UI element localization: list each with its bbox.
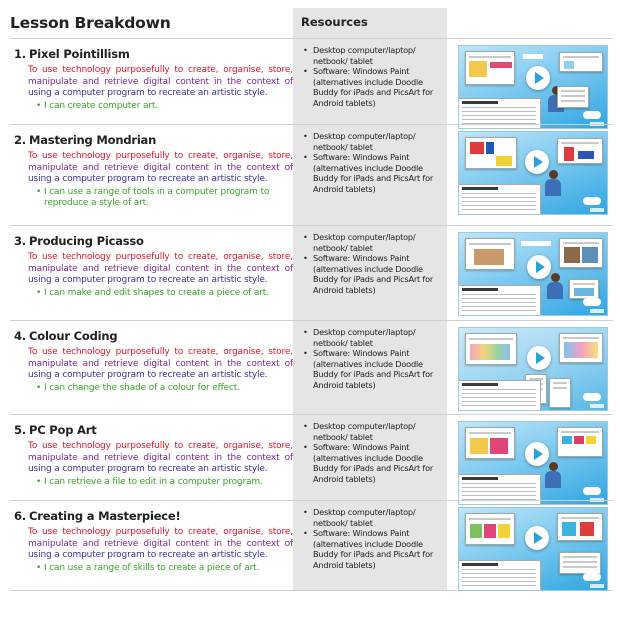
lesson-title: [14, 234, 293, 248]
objective-line-2: manipulate and retrieve digital content in the context of: [28, 162, 293, 173]
lesson-preview-cell: [447, 39, 613, 124]
brand-logo-icon: [583, 298, 601, 306]
slide-preview-image: [569, 279, 599, 299]
objective-line-1: To use technology purposefully to create, organise, store,: [28, 441, 293, 451]
objective-line-2: manipulate and retrieve digital content in the context of: [28, 538, 293, 549]
slide-preview-image: [557, 138, 603, 164]
lesson-plan-preview: [459, 380, 541, 410]
bullet-icon: •: [303, 232, 308, 242]
resources-heading: Resources: [293, 8, 447, 38]
resources-cell: [293, 321, 447, 414]
slide-preview-image: [465, 427, 515, 459]
bullet-icon: •: [36, 562, 42, 573]
resource-item: [303, 442, 443, 484]
bullet-icon: •: [303, 327, 308, 337]
lesson-preview-thumbnail[interactable]: [458, 327, 608, 411]
lesson-title-text: Colour Coding: [29, 329, 118, 343]
lesson-title-text: Creating a Masterpiece!: [29, 509, 181, 523]
brand-logo-icon: [583, 393, 601, 401]
bullet-icon: •: [36, 287, 42, 298]
resources-cell: [293, 125, 447, 225]
slide-preview-image: [559, 333, 603, 363]
bullet-icon: •: [303, 528, 308, 539]
resource-item: [303, 507, 443, 528]
lesson-preview-thumbnail[interactable]: [458, 131, 608, 215]
lesson-row: [10, 124, 613, 225]
lesson-preview-cell: [447, 415, 613, 500]
objective-line-3: using a computer program to recreate an artistic style.: [28, 550, 268, 560]
lesson-cell: [10, 501, 293, 590]
slide-preview-image: [559, 552, 601, 574]
slide-preview-image: [559, 238, 603, 268]
lesson-preview-thumbnail[interactable]: [458, 421, 608, 505]
resource-item: [303, 152, 443, 194]
slide-preview-image: [557, 427, 603, 457]
resource-text: Desktop computer/laptop/ netbook/ tablet: [313, 45, 416, 66]
play-icon[interactable]: [527, 346, 551, 370]
slide-preview-image: [465, 238, 515, 270]
lesson-title: [14, 329, 293, 343]
resource-text: Software: Windows Paint (alternatives include Doodle Buddy for iPads and PicsArt for Android tablets): [313, 66, 434, 108]
lesson-title-text: PC Pop Art: [29, 423, 97, 437]
lesson-preview-thumbnail[interactable]: [458, 45, 608, 129]
resource-text: Software: Windows Paint (alternatives include Doodle Buddy for iPads and PicsArt for Android tablets): [313, 528, 434, 570]
slide-preview-image: [465, 333, 517, 365]
resource-item: [303, 131, 443, 152]
lesson-preview-cell: [447, 501, 613, 590]
resources-cell: [293, 501, 447, 590]
slide-preview-image: [465, 137, 517, 169]
lesson-title: [14, 133, 293, 147]
resource-item: [303, 66, 443, 108]
resource-text: Desktop computer/laptop/ netbook/ tablet: [313, 507, 416, 528]
objective-line-1: To use technology purposefully to create, organise, store,: [28, 252, 293, 262]
bullet-icon: •: [36, 476, 42, 487]
lesson-title: [14, 47, 293, 61]
bullet-icon: •: [303, 421, 308, 431]
resource-item: [303, 232, 443, 253]
lesson-title-text: Producing Picasso: [29, 234, 144, 248]
bullet-icon: •: [36, 382, 42, 393]
slide-preview-image: [465, 51, 515, 85]
resource-item: [303, 421, 443, 442]
lesson-cell: [10, 226, 293, 320]
bullet-icon: •: [303, 442, 308, 453]
lesson-number: 3.: [14, 234, 26, 248]
lesson-row: [10, 38, 613, 124]
resource-item: [303, 253, 443, 295]
brand-logo-icon: [583, 111, 601, 119]
lesson-row: [10, 414, 613, 500]
resource-text: Software: Windows Paint (alternatives include Doodle Buddy for iPads and PicsArt for Android tablets): [313, 442, 434, 484]
character-image: [543, 462, 563, 488]
resource-item: [303, 528, 443, 570]
lesson-objective: [28, 527, 293, 562]
lesson-objective: [28, 65, 293, 100]
lesson-row: [10, 225, 613, 320]
resources-cell: [293, 39, 447, 124]
brand-logo-icon: [583, 197, 601, 205]
lesson-plan-preview: [459, 285, 541, 315]
bullet-icon: •: [303, 348, 308, 359]
resources-cell: [293, 415, 447, 500]
objective-line-2: manipulate and retrieve digital content in the context of: [28, 263, 293, 274]
objective-line-3: using a computer program to recreate an artistic style.: [28, 275, 268, 285]
objective-line-3: using a computer program to recreate an artistic style.: [28, 464, 268, 474]
objective-line-2: manipulate and retrieve digital content in the context of: [28, 358, 293, 369]
success-criterion: [36, 476, 293, 489]
objective-line-2: manipulate and retrieve digital content in the context of: [28, 452, 293, 463]
resource-text: Desktop computer/laptop/ netbook/ tablet: [313, 131, 416, 152]
lesson-preview-cell: [447, 125, 613, 225]
lesson-preview-thumbnail[interactable]: [458, 232, 608, 316]
lesson-cell: [10, 321, 293, 414]
success-criterion-text: I can create computer art.: [44, 100, 158, 111]
bullet-icon: •: [36, 186, 42, 197]
objective-line-1: To use technology purposefully to create, organise, store,: [28, 65, 293, 75]
character-image: [545, 273, 565, 299]
resource-item: [303, 327, 443, 348]
play-icon[interactable]: [525, 526, 549, 550]
lesson-cell: [10, 39, 293, 124]
lesson-number: 4.: [14, 329, 26, 343]
success-criterion: [36, 186, 293, 210]
lesson-number: 5.: [14, 423, 26, 437]
success-criterion: [36, 562, 293, 575]
lesson-preview-cell: [447, 321, 613, 414]
bullet-icon: •: [303, 66, 308, 77]
success-criterion-text: I can change the shade of a colour for effect.: [44, 382, 240, 393]
success-criterion-text: I can make and edit shapes to create a piece of art.: [44, 287, 269, 298]
resource-text: Desktop computer/laptop/ netbook/ tablet: [313, 232, 416, 253]
lesson-cell: [10, 415, 293, 500]
worksheet-preview-image: [549, 378, 571, 408]
objective-line-2: manipulate and retrieve digital content in the context of: [28, 76, 293, 87]
lesson-objective: [28, 151, 293, 186]
success-criterion: [36, 100, 293, 113]
success-criterion-text: I can retrieve a file to edit in a computer program.: [44, 476, 263, 487]
resources-cell: [293, 226, 447, 320]
resource-text: Software: Windows Paint (alternatives include Doodle Buddy for iPads and PicsArt for Android tablets): [313, 152, 434, 194]
lesson-title-text: Pixel Pointillism: [29, 47, 130, 61]
resource-item: [303, 45, 443, 66]
brand-logo-icon: [583, 487, 601, 495]
lesson-objective: [28, 347, 293, 382]
resource-text: Software: Windows Paint (alternatives include Doodle Buddy for iPads and PicsArt for Android tablets): [313, 348, 434, 390]
objective-line-1: To use technology purposefully to create, organise, store,: [28, 347, 293, 357]
preview-column-header: [447, 8, 613, 38]
bullet-icon: •: [303, 45, 308, 55]
resource-item: [303, 348, 443, 390]
resource-text: Software: Windows Paint (alternatives include Doodle Buddy for iPads and PicsArt for Android tablets): [313, 253, 434, 295]
success-criterion: [36, 382, 293, 395]
slide-preview-image: [559, 52, 603, 72]
lesson-plan-preview: [459, 560, 541, 590]
objective-line-3: using a computer program to recreate an artistic style.: [28, 88, 268, 98]
lesson-number: 2.: [14, 133, 26, 147]
objective-line-3: using a computer program to recreate an artistic style.: [28, 174, 268, 184]
lesson-objective: [28, 441, 293, 476]
lesson-number: 6.: [14, 509, 26, 523]
bullet-icon: •: [36, 100, 42, 111]
bullet-icon: •: [303, 131, 308, 141]
success-criterion: [36, 287, 293, 300]
lesson-title: [14, 509, 293, 523]
bullet-icon: •: [303, 507, 308, 517]
lesson-preview-thumbnail[interactable]: [458, 507, 608, 591]
lesson-objective: [28, 252, 293, 287]
objective-line-1: To use technology purposefully to create, organise, store,: [28, 151, 293, 161]
lesson-row: [10, 500, 613, 591]
success-criterion-text: I can use a range of skills to create a piece of art.: [44, 562, 260, 573]
page-title: Lesson Breakdown: [10, 14, 171, 32]
slide-preview-image: [465, 513, 515, 545]
success-criterion-text: I can use a range of tools in a computer program to reproduce a style of art.: [44, 186, 270, 208]
lesson-preview-cell: [447, 226, 613, 320]
objective-line-1: To use technology purposefully to create, organise, store,: [28, 527, 293, 537]
character-image: [543, 170, 563, 196]
lesson-number: 1.: [14, 47, 26, 61]
slide-preview-image: [557, 513, 603, 541]
lesson-title-text: Mastering Mondrian: [29, 133, 157, 147]
lesson-row: [10, 320, 613, 414]
bullet-icon: •: [303, 152, 308, 163]
bullet-icon: •: [303, 253, 308, 264]
objective-line-3: using a computer program to recreate an artistic style.: [28, 370, 268, 380]
resource-text: Desktop computer/laptop/ netbook/ tablet: [313, 327, 416, 348]
lesson-title: [14, 423, 293, 437]
slide-preview-image: [557, 86, 589, 108]
lesson-cell: [10, 125, 293, 225]
lesson-plan-preview: [459, 184, 541, 214]
brand-logo-icon: [583, 573, 601, 581]
resource-text: Desktop computer/laptop/ netbook/ tablet: [313, 421, 416, 442]
